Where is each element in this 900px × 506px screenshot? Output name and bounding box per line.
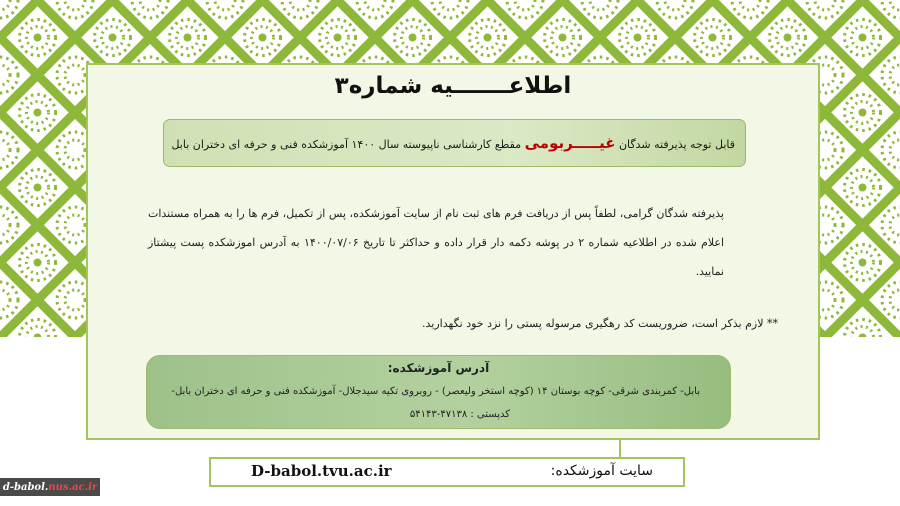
announcement-note: ** لازم بذکر است، ضروریست کد رهگیری مرسوله پستی را نزد خود نگهدارید. <box>422 317 778 330</box>
subject-prefix: قابل توجه پذیرفته شدگان <box>618 138 735 151</box>
website-url[interactable]: D-babol.tvu.ac.ir <box>251 462 392 480</box>
address-line: بابل- کمربندی شرقی- کوچه بوستان ۱۴ (کوچه استخر ولیعصر) - روبروی تکیه سیدجلال- آموزشکده فنی و حرفه ای دختران بابل- <box>171 386 700 397</box>
announcement-title: اطلاعـــــــیه شماره۳ <box>334 73 572 99</box>
connector-line <box>619 440 621 457</box>
subject-highlight: غیـــــربومی <box>524 134 616 152</box>
announcement-body: پذیرفته شدگان گرامی، لطفاً پس از دریافت فرم های ثبت نام از سایت آموزشکده، پس از تکمیل، فرم ها را به همراه مستندات اعلام شده در اطلاعیه شماره ۲ در پوشه دکمه دار قرار داده و حداکثر تا تاریخ ۱۴۰۰/۰۷/۰۶ به آدرس اموزشکده پست پیشتاز نمایید. <box>148 207 725 278</box>
address-box <box>146 355 731 429</box>
subject-text <box>171 134 735 152</box>
announcement-card <box>86 63 820 440</box>
subject-suffix: مقطع کارشناسی ناپیوسته سال ۱۴۰۰ آموزشکده فنی و حرفه ای دختران بابل <box>171 138 522 151</box>
website-label: سایت آموزشکده: <box>550 463 653 479</box>
postal-code: کدپستی : ۴۷۱۳۸-۵۴۱۴۳ <box>409 409 510 420</box>
website-box <box>209 457 685 487</box>
subject-box <box>163 119 746 167</box>
logo-suffix: nus.ac.ir <box>48 481 98 493</box>
logo-prefix: d-babol. <box>2 481 49 493</box>
logo-badge[interactable] <box>0 478 100 496</box>
address-title: آدرس آموزشکده: <box>387 361 490 375</box>
